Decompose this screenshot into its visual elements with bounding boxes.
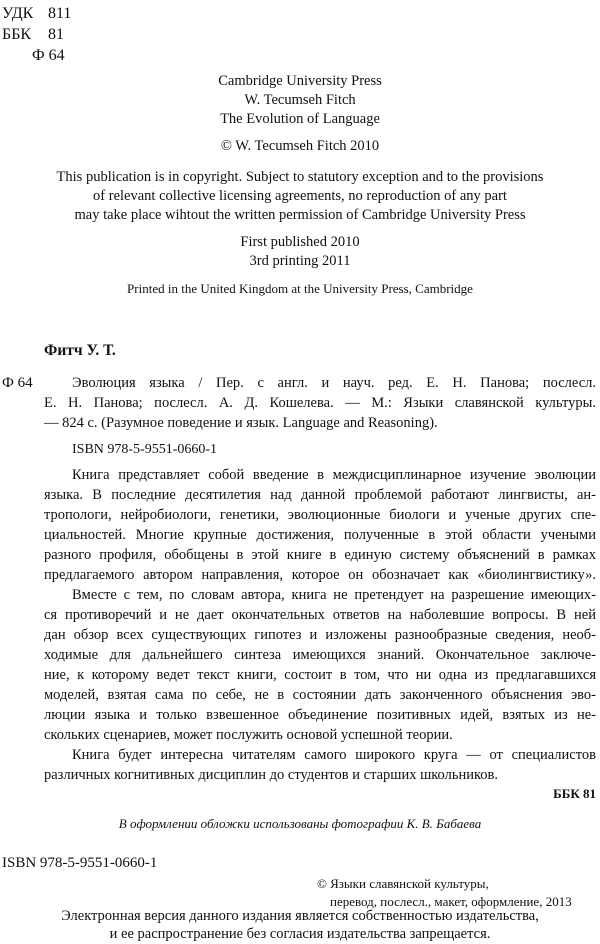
- copyright-notice-line: of relevant collective licensing agreements, no reproduction of any part: [93, 188, 507, 204]
- bbk-value: 81: [48, 26, 64, 43]
- original-title: The Evolution of Language: [220, 111, 380, 127]
- annotation-line: различных когнитивных дисциплин до студентов и старших школьников.: [44, 767, 499, 783]
- annotation-line: ние, к которому ведет текст книги, состоит в том, что ни одна из предлагавшихся: [44, 667, 596, 683]
- bbk-footer: ББК 81: [553, 786, 596, 801]
- author-mark: Ф 64: [32, 47, 65, 64]
- annotation-line: разного профиля, обобщены в этой книге в единую систему объяснений в рамках: [44, 547, 596, 563]
- rights-line: перевод, послесл., макет, оформление, 2013: [330, 894, 572, 909]
- catalog-author-heading: Фитч У. Т.: [44, 342, 116, 359]
- annotation-line: тропологи, нейробиологи, генетики, эволюционные биологи и ученые других спе-: [44, 507, 596, 523]
- bbk-label: ББК: [2, 26, 32, 43]
- udk-label: УДК: [2, 5, 34, 22]
- electronic-notice-line: Электронная версия данного издания является собственностью издательства,: [61, 908, 539, 924]
- third-printing: 3rd printing 2011: [249, 253, 351, 269]
- cover-credit: В оформлении обложки использованы фотографии К. В. Бабаева: [118, 816, 482, 831]
- catalog-entry-line: Эволюция языка / Пер. с англ. и науч. ред. Е. Н. Панова; послесл.: [72, 375, 596, 391]
- catalog-isbn: ISBN 978-5-9551-0660-1: [72, 442, 218, 457]
- annotation-line: ходимые для дальнейшего синтеза имеющихся знаний. Окончательное заключе-: [44, 647, 596, 663]
- annotation-line: дан обзор всех существующих гипотез и изложены разнообразные сведения, необ-: [44, 627, 596, 643]
- catalog-mark: Ф 64: [2, 375, 33, 391]
- electronic-notice-line: и ее распространение без согласия издательства запрещается.: [109, 926, 491, 942]
- original-author: W. Tecumseh Fitch: [244, 92, 356, 108]
- catalog-entry-line: Е. Н. Панова; послесл. А. Д. Кошелева. — М.: Языки славянской культуры.: [44, 395, 596, 411]
- rights-line: © Языки славянской культуры,: [317, 876, 489, 891]
- catalog-entry: [72, 373, 596, 393]
- original-publisher: Cambridge University Press: [218, 73, 382, 89]
- annotation-line: скольких сценариев, может послужить основой успешной теории.: [44, 727, 453, 743]
- catalog-entry: [44, 393, 596, 413]
- printed-in: Printed in the United Kingdom at the University Press, Cambridge: [127, 281, 473, 296]
- annotation-line: моделей, взятая сама по себе, не в состоянии дать законченного объяснения эво-: [44, 687, 596, 703]
- bottom-isbn: ISBN 978-5-9551-0660-1: [2, 855, 158, 871]
- annotation-line: ся противоречий и не дает окончательных ответов на наболевшие вопросы. В ней: [44, 607, 596, 623]
- catalog-entry: [44, 413, 438, 433]
- annotation-line: люции языка и только взвешенное объединение позитивных идей, взятых из не-: [44, 707, 596, 723]
- udk-value: 811: [48, 5, 72, 22]
- annotation-line: Вместе с тем, по словам автора, книга не претендует на разрешение имеющих-: [72, 587, 596, 603]
- catalog-entry-line: — 824 с. (Разумное поведение и язык. Language and Reasoning).: [44, 415, 438, 431]
- annotation-line: предлагаемого автором направления, которое он обозначает как «биолингвистику».: [44, 567, 596, 583]
- annotation: [44, 465, 596, 785]
- copyright-notice-line: may take place wihtout the written permission of Cambridge University Press: [74, 207, 526, 223]
- annotation-line: циальностей. Многие крупные достижения, полученные в этой области учеными: [44, 527, 596, 543]
- original-copyright: © W. Tecumseh Fitch 2010: [220, 138, 380, 154]
- annotation-line: языка. В последние десятилетия над данной проблемой работают лингвисты, ан-: [44, 487, 596, 503]
- first-published: First published 2010: [240, 234, 360, 250]
- copyright-notice-line: This publication is in copyright. Subject to statutory exception and to the provisions: [56, 169, 544, 185]
- annotation-line: Книга будет интересна читателям самого широкого круга — от специалистов: [72, 747, 596, 763]
- annotation-line: Книга представляет собой введение в междисциплинарное изучение эволюции: [72, 467, 596, 483]
